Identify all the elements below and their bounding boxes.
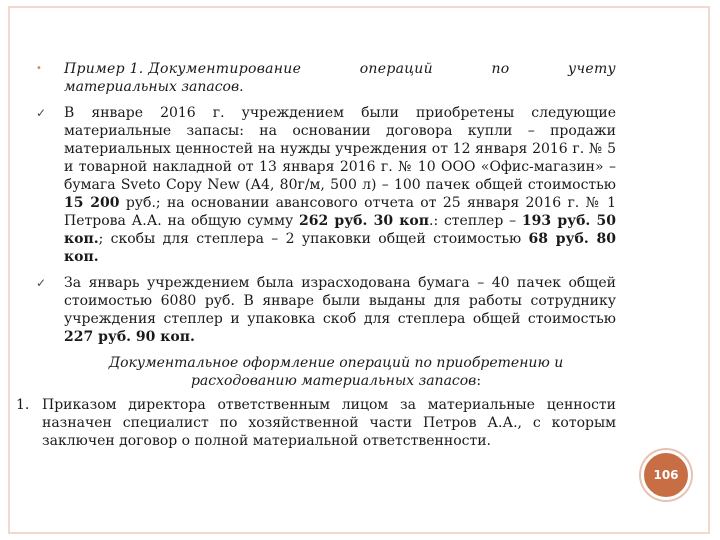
heading-word-1: Пример 1. Документирование	[64, 61, 302, 77]
checkmark-icon: ✓	[36, 276, 47, 290]
purchases-text-2: руб.; на основании авансового отчета от 25 января 2016 г. № 1 Петрова А.А. на общую сумму	[64, 195, 616, 229]
page-number-badge: 106	[641, 450, 691, 500]
example-heading-line1	[64, 60, 616, 78]
usage-amount: 227 руб. 90 коп.	[64, 329, 195, 345]
caption-text: Документальное оформление операций по приобретению и расходованию материальных запасов	[108, 355, 564, 389]
bullet-dot-icon: •	[36, 63, 42, 74]
purchases-amount-paper: 15 200	[64, 195, 120, 211]
purchases-text-4: ; скобы для степлера – 2 упаковки общей стоимостью	[98, 231, 529, 247]
checkmark-icon: ✓	[36, 106, 47, 120]
numbered-item-text: Приказом директора ответственным лицом за материальные ценности назначен специалист по хозяйственной части Петров А.А., с которым заключен договор о полной материальной ответственности.	[42, 397, 616, 449]
purchases-amount-stapler: 193 руб. 50 коп.	[64, 213, 616, 247]
numbered-item-1	[16, 396, 616, 450]
heading-word-2: операций	[359, 61, 433, 77]
purchases-text-1: В январе 2016 г. учреждением были приобретены следующие материальные запасы: на основании договора купли – продажи материальных ценностей на нужды учреждения от 12 января 2016 г. № 5 и товарной накладной от 13 января 2016 г. № 10 ООО «Офис-магазин» – бумага Sveto Copy New (А4, 80г/м, 500 л) – 100 пачек общей стоимостью	[64, 105, 616, 193]
example-heading-line2: материальных запасов.	[64, 79, 244, 95]
purchases-amount-staples: 68 руб. 80 коп.	[64, 231, 616, 265]
purchases-amount-advance: 262 руб. 30 коп	[298, 213, 429, 229]
usage-text: За январь учреждением была израсходована бумага – 40 пачек общей стоимостью 6080 руб. В январе были выданы для работы сотруднику учреждения степлер и упаковка скоб для степлера общей стоимостью	[64, 275, 616, 327]
caption-colon: :	[476, 373, 482, 389]
bullet-item-example	[36, 60, 616, 96]
heading-word-3: по	[491, 61, 510, 77]
section-caption	[36, 354, 616, 390]
heading-word-4: учету	[567, 61, 616, 77]
purchases-text-3: .: степлер –	[429, 213, 522, 229]
slide-content	[16, 60, 616, 450]
bullet-item-purchases	[36, 104, 616, 266]
bullet-item-usage	[36, 274, 616, 346]
numbered-item-number: 1.	[16, 397, 30, 413]
